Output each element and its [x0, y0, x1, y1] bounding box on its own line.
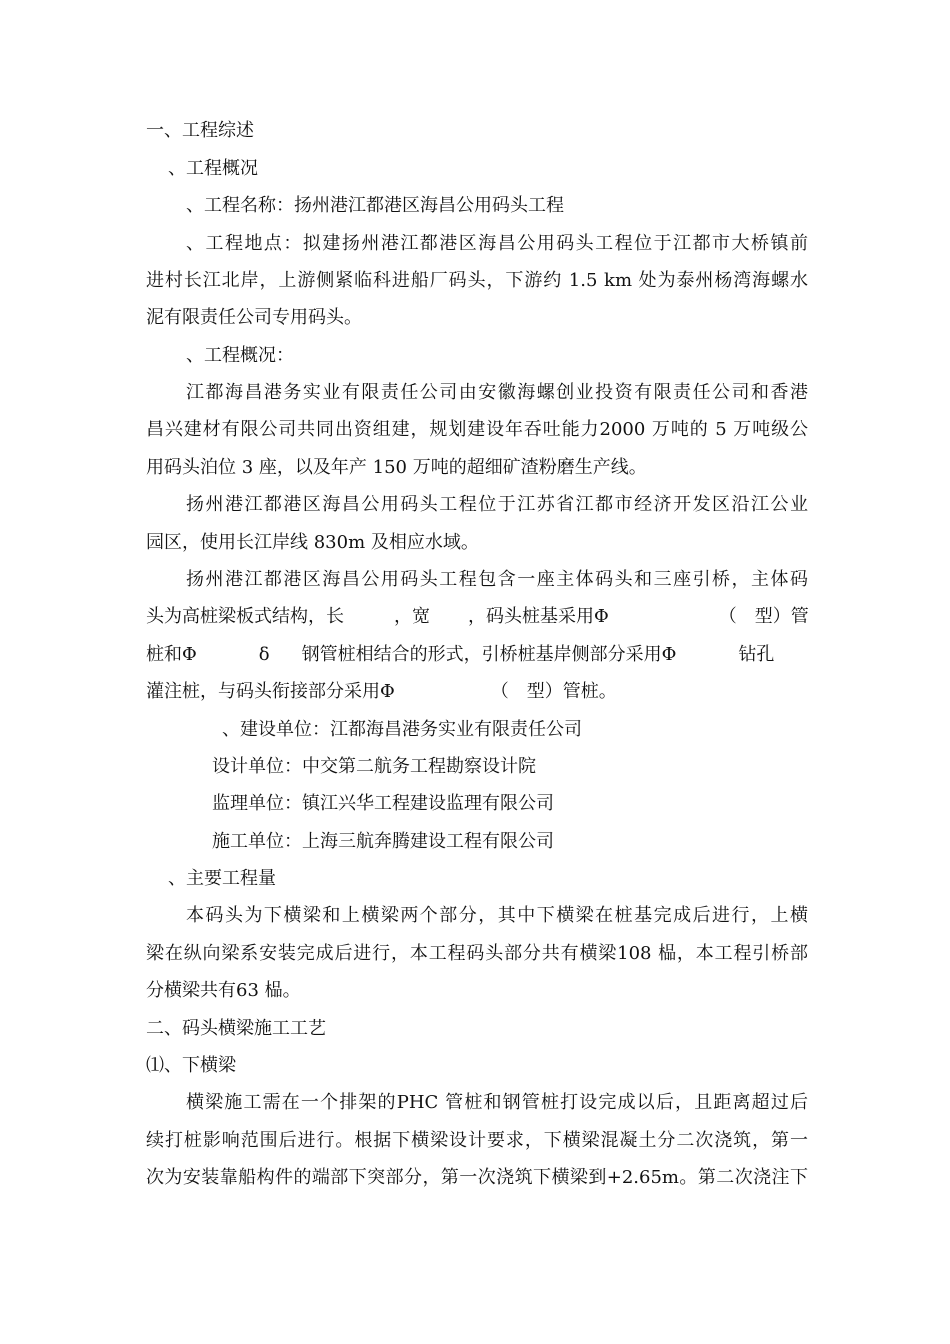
- project-location-line-3: 泥有限责任公司专用码头。: [146, 307, 362, 328]
- paragraph-1-line-2: 昌兴建材有限公司共同出资组建，规划建设年吞吐能力2000 万吨的 5 万吨级公: [146, 419, 808, 440]
- construction-line-1: 横梁施工需在一个排架的PHC 管桩和钢管桩打设完成以后，且距离超过后: [186, 1092, 808, 1113]
- text-fragment: （ 型）管桩。: [490, 681, 617, 702]
- project-name-line: 、工程名称：扬州港江都港区海昌公用码头工程: [186, 195, 564, 216]
- contractor-line: 施工单位：上海三航奔腾建设工程有限公司: [212, 831, 554, 852]
- text-fragment: 灌注桩，与码头衔接部分采用Φ: [146, 681, 395, 702]
- quantities-line-1: 本码头为下横梁和上横梁两个部分，其中下横梁在桩基完成后进行，上横: [186, 905, 808, 926]
- text-fragment: ，码头桩基采用Φ: [468, 606, 609, 627]
- builder-line: 、建设单位：江都海昌港务实业有限责任公司: [222, 719, 582, 740]
- paragraph-2-line-2: 园区，使用长江岸线 830m 及相应水域。: [146, 532, 479, 553]
- paragraph-1-line-3: 用码头泊位 3 座，以及年产 150 万吨的超细矿渣粉磨生产线。: [146, 457, 647, 478]
- text-fragment: （ 型）管: [718, 606, 809, 627]
- text-fragment: 桩和Φ: [146, 644, 197, 665]
- paragraph-3-line-3: [146, 643, 774, 667]
- text-fragment: ，宽: [394, 606, 430, 627]
- subsection-heading-overview: 、工程概况: [168, 158, 258, 179]
- quantities-line-3: 分横梁共有63 榀。: [146, 980, 301, 1001]
- section-heading-1: 一、工程综述: [146, 120, 254, 141]
- supervisor-line: 监理单位：镇江兴华工程建设监理有限公司: [212, 793, 554, 814]
- section-heading-2: 二、码头横梁施工工艺: [146, 1018, 326, 1039]
- subsection-heading-lower-beam: ⑴、下横梁: [146, 1055, 236, 1076]
- paragraph-3-line-1: 扬州港江都港区海昌公用码头工程包含一座主体码头和三座引桥，主体码: [186, 569, 808, 590]
- project-location-line-2: 进村长江北岸，上游侧紧临科进船厂码头，下游约 1.5 km 处为泰州杨湾海螺水: [146, 270, 808, 291]
- paragraph-3-line-2: [146, 605, 809, 629]
- subsection-heading-quantities: 、主要工程量: [168, 868, 276, 889]
- construction-line-3: 次为安装靠船构件的端部下突部分，第一次浇筑下横梁到+2.65m。第二次浇注下: [146, 1167, 808, 1188]
- project-location-line-1: 、工程地点：拟建扬州港江都港区海昌公用码头工程位于江都市大桥镇前: [186, 233, 808, 254]
- text-fragment: 钢管桩相结合的形式，引桥桩基岸侧部分采用Φ: [301, 644, 677, 665]
- text-fragment: 头为高桩梁板式结构，长: [146, 606, 344, 627]
- designer-line: 设计单位：中交第二航务工程勘察设计院: [212, 756, 536, 777]
- paragraph-2-line-1: 扬州港江都港区海昌公用码头工程位于江苏省江都市经济开发区沿江公业: [186, 494, 808, 515]
- overview-heading: 、工程概况：: [186, 345, 294, 366]
- text-fragment: δ: [258, 644, 270, 665]
- text-fragment: 钻孔: [738, 644, 775, 665]
- quantities-line-2: 梁在纵向梁系安装完成后进行，本工程码头部分共有横梁108 榀，本工程引桥部: [146, 943, 808, 964]
- paragraph-3-line-4: [146, 680, 617, 704]
- construction-line-2: 续打桩影响范围后进行。根据下横梁设计要求，下横梁混凝土分二次浇筑，第一: [146, 1130, 808, 1151]
- paragraph-1-line-1: 江都海昌港务实业有限责任公司由安徽海螺创业投资有限责任公司和香港: [186, 382, 808, 403]
